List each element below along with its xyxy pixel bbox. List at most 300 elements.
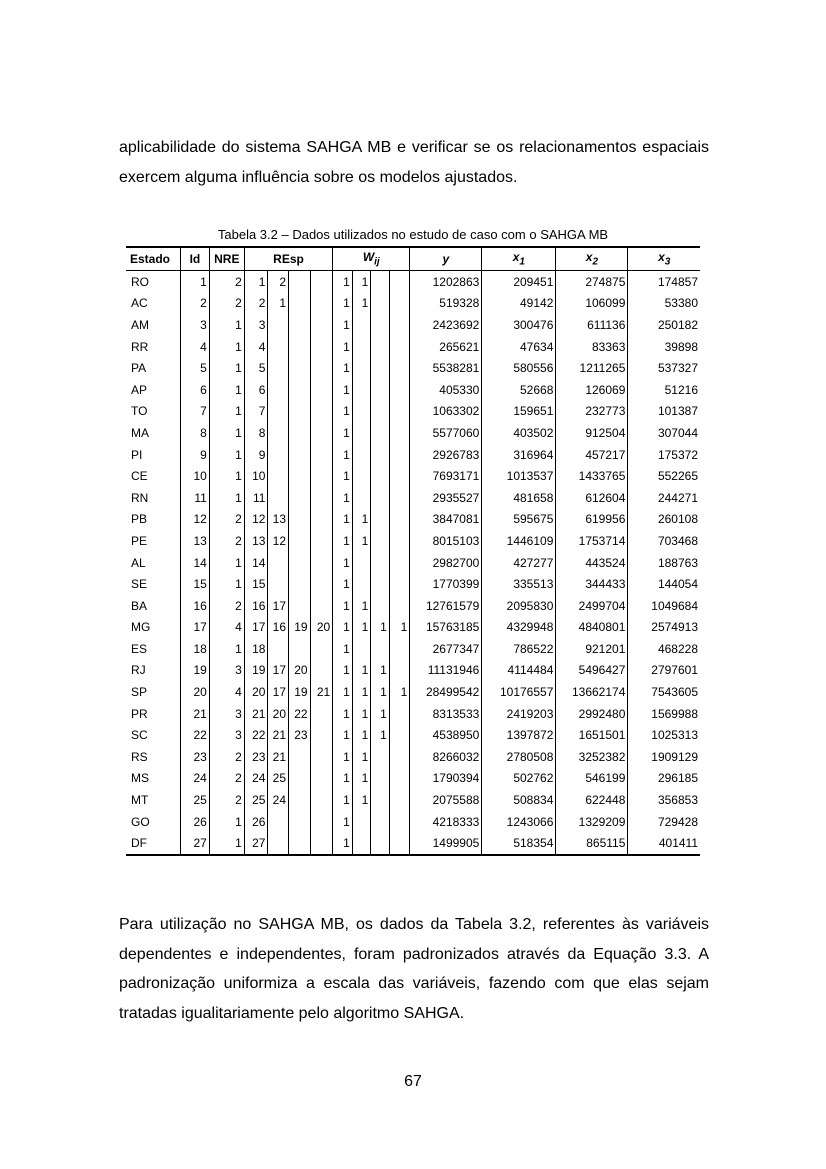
cell-resp-2: 25 xyxy=(268,768,289,790)
cell-resp-1: 12 xyxy=(244,509,268,531)
cell-x2: 4840801 xyxy=(556,617,628,639)
cell-resp-4 xyxy=(310,832,333,855)
cell-nre: 1 xyxy=(209,336,244,358)
table-row xyxy=(126,530,700,552)
cell-wij-4 xyxy=(389,401,410,423)
table-row xyxy=(126,681,700,703)
cell-resp-3 xyxy=(289,379,311,401)
table-row xyxy=(126,314,700,336)
cell-wij-2 xyxy=(352,487,371,509)
cell-nre: 4 xyxy=(209,617,244,639)
cell-x2: 1651501 xyxy=(556,724,628,746)
cell-wij-1: 1 xyxy=(333,638,353,660)
cell-resp-3 xyxy=(289,789,311,811)
cell-state: MT xyxy=(131,793,149,808)
cell-wij-1: 1 xyxy=(333,379,353,401)
cell-resp-1: 7 xyxy=(244,401,268,423)
cell-wij-1: 1 xyxy=(333,336,353,358)
cell-resp-2: 12 xyxy=(268,530,289,552)
cell-resp-2 xyxy=(268,314,289,336)
cell-resp-2: 2 xyxy=(268,271,289,293)
cell-x3: 174857 xyxy=(628,271,700,293)
cell-x1: 10176557 xyxy=(482,681,556,703)
cell-x1: 300476 xyxy=(482,314,556,336)
cell-wij-2 xyxy=(352,573,371,595)
cell-x1: 481658 xyxy=(482,487,556,509)
table-row xyxy=(126,832,700,855)
cell-wij-4 xyxy=(389,357,410,379)
cell-resp-4 xyxy=(310,422,333,444)
cell-y: 1499905 xyxy=(410,832,482,855)
cell-y: 8266032 xyxy=(410,746,482,768)
cell-resp-2: 17 xyxy=(268,681,289,703)
cell-wij-4 xyxy=(389,509,410,531)
cell-x3: 1909129 xyxy=(628,746,700,768)
cell-x2: 457217 xyxy=(556,444,628,466)
cell-resp-3 xyxy=(289,811,311,833)
cell-resp-4 xyxy=(310,724,333,746)
cell-wij-3 xyxy=(371,487,390,509)
header-wij: $W_{ij}$ xyxy=(333,247,410,271)
cell-state: RO xyxy=(131,274,149,289)
cell-wij-3 xyxy=(371,509,390,531)
cell-state: MS xyxy=(131,771,149,786)
cell-wij-4 xyxy=(389,422,410,444)
cell-state: AM xyxy=(131,317,149,332)
cell-resp-1: 22 xyxy=(244,724,268,746)
cell-x3: 401411 xyxy=(628,832,700,855)
cell-x3: 1569988 xyxy=(628,703,700,725)
table-row xyxy=(126,595,700,617)
cell-wij-2 xyxy=(352,379,371,401)
cell-y: 12761579 xyxy=(410,595,482,617)
cell-resp-1: 9 xyxy=(244,444,268,466)
cell-resp-2 xyxy=(268,336,289,358)
cell-nre: 1 xyxy=(209,444,244,466)
table-row xyxy=(126,703,700,725)
cell-state: PI xyxy=(131,447,143,462)
cell-x3: 244271 xyxy=(628,487,700,509)
cell-y: 2423692 xyxy=(410,314,482,336)
cell-resp-1: 27 xyxy=(244,832,268,855)
cell-id: 22 xyxy=(181,724,210,746)
cell-x1: 4329948 xyxy=(482,617,556,639)
cell-wij-3 xyxy=(371,336,390,358)
cell-resp-3: 19 xyxy=(289,681,311,703)
cell-resp-1: 23 xyxy=(244,746,268,768)
cell-resp-3 xyxy=(289,444,311,466)
cell-wij-4 xyxy=(389,336,410,358)
cell-wij-3: 1 xyxy=(371,660,390,682)
cell-id: 21 xyxy=(181,703,210,725)
cell-id: 24 xyxy=(181,768,210,790)
cell-resp-2: 13 xyxy=(268,509,289,531)
cell-x1: 316964 xyxy=(482,444,556,466)
cell-x2: 912504 xyxy=(556,422,628,444)
cell-wij-1: 1 xyxy=(333,617,353,639)
cell-resp-4 xyxy=(310,530,333,552)
cell-wij-3 xyxy=(371,638,390,660)
cell-wij-1: 1 xyxy=(333,465,353,487)
cell-wij-4 xyxy=(389,379,410,401)
cell-wij-4 xyxy=(389,271,410,293)
cell-id: 20 xyxy=(181,681,210,703)
cell-wij-1: 1 xyxy=(333,357,353,379)
cell-wij-3 xyxy=(371,293,390,315)
table-row xyxy=(126,724,700,746)
cell-resp-3 xyxy=(289,638,311,660)
cell-x2: 921201 xyxy=(556,638,628,660)
cell-resp-4 xyxy=(310,293,333,315)
cell-x2: 5496427 xyxy=(556,660,628,682)
cell-wij-2: 1 xyxy=(352,746,371,768)
cell-x1: 335513 xyxy=(482,573,556,595)
cell-state: PB xyxy=(131,512,148,527)
cell-state: SC xyxy=(131,728,148,743)
cell-nre: 1 xyxy=(209,573,244,595)
cell-wij-1: 1 xyxy=(333,530,353,552)
cell-resp-1: 24 xyxy=(244,768,268,790)
cell-wij-3: 1 xyxy=(371,724,390,746)
table-row xyxy=(126,379,700,401)
cell-resp-4: 21 xyxy=(310,681,333,703)
header-estado: Estado xyxy=(126,247,181,271)
cell-resp-2: 20 xyxy=(268,703,289,725)
cell-x2: 612604 xyxy=(556,487,628,509)
cell-y: 3847081 xyxy=(410,509,482,531)
cell-state: PR xyxy=(131,706,148,721)
cell-wij-1: 1 xyxy=(333,768,353,790)
cell-resp-3 xyxy=(289,271,311,293)
cell-x1: 52668 xyxy=(482,379,556,401)
cell-id: 25 xyxy=(181,789,210,811)
cell-nre: 1 xyxy=(209,422,244,444)
cell-x1: 1397872 xyxy=(482,724,556,746)
cell-x2: 1433765 xyxy=(556,465,628,487)
cell-state: RN xyxy=(131,490,149,505)
cell-x3: 307044 xyxy=(628,422,700,444)
cell-nre: 2 xyxy=(209,746,244,768)
cell-id: 26 xyxy=(181,811,210,833)
cell-x2: 1211265 xyxy=(556,357,628,379)
cell-state: TO xyxy=(131,404,148,419)
header-x3: $x_3$ xyxy=(628,247,700,271)
cell-nre: 2 xyxy=(209,530,244,552)
cell-resp-4 xyxy=(310,314,333,336)
table-row xyxy=(126,617,700,639)
cell-wij-4 xyxy=(389,789,410,811)
cell-wij-2 xyxy=(352,357,371,379)
cell-x1: 403502 xyxy=(482,422,556,444)
cell-nre: 2 xyxy=(209,293,244,315)
cell-resp-1: 4 xyxy=(244,336,268,358)
cell-wij-1: 1 xyxy=(333,487,353,509)
cell-x2: 1753714 xyxy=(556,530,628,552)
cell-resp-1: 1 xyxy=(244,271,268,293)
cell-y: 5538281 xyxy=(410,357,482,379)
cell-resp-2 xyxy=(268,487,289,509)
cell-wij-4 xyxy=(389,768,410,790)
cell-nre: 3 xyxy=(209,724,244,746)
cell-resp-4 xyxy=(310,509,333,531)
cell-y: 2075588 xyxy=(410,789,482,811)
cell-resp-1: 2 xyxy=(244,293,268,315)
cell-x3: 101387 xyxy=(628,401,700,423)
cell-y: 2982700 xyxy=(410,552,482,574)
cell-resp-2: 21 xyxy=(268,746,289,768)
cell-resp-3 xyxy=(289,336,311,358)
cell-x3: 144054 xyxy=(628,573,700,595)
cell-x1: 2419203 xyxy=(482,703,556,725)
table-header-row xyxy=(126,247,700,271)
after-paragraph: Para utilização no SAHGA MB, os dados da Tabela 3.2, referentes às variáveis dependentes e independentes, foram padronizados através da Equação 3.3. A padronização uniformiza a escala das variáveis, fazendo com que elas sejam tratadas igualitariamente pelo algoritmo SAHGA. xyxy=(119,916,709,1022)
table-row xyxy=(126,573,700,595)
cell-wij-2: 1 xyxy=(352,595,371,617)
cell-resp-2 xyxy=(268,465,289,487)
cell-resp-1: 21 xyxy=(244,703,268,725)
cell-resp-2 xyxy=(268,552,289,574)
cell-y: 11131946 xyxy=(410,660,482,682)
cell-resp-1: 20 xyxy=(244,681,268,703)
cell-wij-1: 1 xyxy=(333,811,353,833)
cell-nre: 4 xyxy=(209,681,244,703)
cell-wij-4 xyxy=(389,487,410,509)
cell-x2: 622448 xyxy=(556,789,628,811)
cell-x3: 552265 xyxy=(628,465,700,487)
cell-id: 5 xyxy=(181,357,210,379)
cell-y: 4538950 xyxy=(410,724,482,746)
cell-resp-2 xyxy=(268,357,289,379)
cell-resp-3: 23 xyxy=(289,724,311,746)
cell-wij-3 xyxy=(371,530,390,552)
cell-x3: 1049684 xyxy=(628,595,700,617)
cell-x3: 537327 xyxy=(628,357,700,379)
table-row xyxy=(126,336,700,358)
cell-x3: 468228 xyxy=(628,638,700,660)
cell-wij-2 xyxy=(352,401,371,423)
cell-x3: 1025313 xyxy=(628,724,700,746)
cell-wij-2 xyxy=(352,811,371,833)
cell-state: ES xyxy=(131,641,148,656)
cell-x2: 611136 xyxy=(556,314,628,336)
table-row xyxy=(126,422,700,444)
cell-nre: 1 xyxy=(209,487,244,509)
cell-y: 1202863 xyxy=(410,271,482,293)
cell-wij-1: 1 xyxy=(333,789,353,811)
cell-state: SP xyxy=(131,685,148,700)
cell-x3: 188763 xyxy=(628,552,700,574)
cell-x3: 7543605 xyxy=(628,681,700,703)
cell-x2: 106099 xyxy=(556,293,628,315)
cell-id: 8 xyxy=(181,422,210,444)
cell-state: MG xyxy=(131,620,151,635)
cell-resp-1: 5 xyxy=(244,357,268,379)
cell-resp-4 xyxy=(310,703,333,725)
cell-state: SE xyxy=(131,577,148,592)
cell-resp-4 xyxy=(310,444,333,466)
cell-state: AP xyxy=(131,382,148,397)
cell-resp-3 xyxy=(289,401,311,423)
cell-wij-1: 1 xyxy=(333,444,353,466)
cell-resp-4 xyxy=(310,357,333,379)
cell-wij-4 xyxy=(389,638,410,660)
cell-x3: 2574913 xyxy=(628,617,700,639)
cell-id: 27 xyxy=(181,832,210,855)
cell-resp-1: 14 xyxy=(244,552,268,574)
cell-resp-4 xyxy=(310,768,333,790)
cell-x2: 83363 xyxy=(556,336,628,358)
cell-nre: 1 xyxy=(209,379,244,401)
cell-wij-2: 1 xyxy=(352,724,371,746)
cell-wij-2: 1 xyxy=(352,617,371,639)
cell-x2: 274875 xyxy=(556,271,628,293)
cell-wij-1: 1 xyxy=(333,401,353,423)
cell-resp-2: 24 xyxy=(268,789,289,811)
cell-y: 519328 xyxy=(410,293,482,315)
cell-x3: 356853 xyxy=(628,789,700,811)
cell-wij-1: 1 xyxy=(333,724,353,746)
table-row xyxy=(126,293,700,315)
cell-x1: 508834 xyxy=(482,789,556,811)
cell-resp-4: 20 xyxy=(310,617,333,639)
cell-y: 265621 xyxy=(410,336,482,358)
cell-x2: 865115 xyxy=(556,832,628,855)
table-caption: Tabela 3.2 – Dados utilizados no estudo de caso com o SAHGA MB xyxy=(217,227,609,242)
cell-resp-4 xyxy=(310,487,333,509)
table-row xyxy=(126,401,700,423)
cell-nre: 3 xyxy=(209,660,244,682)
table-row xyxy=(126,746,700,768)
cell-wij-2: 1 xyxy=(352,681,371,703)
cell-state: RR xyxy=(131,339,149,354)
cell-wij-2 xyxy=(352,465,371,487)
cell-resp-2 xyxy=(268,832,289,855)
cell-resp-1: 16 xyxy=(244,595,268,617)
cell-id: 12 xyxy=(181,509,210,531)
cell-wij-3 xyxy=(371,314,390,336)
cell-id: 19 xyxy=(181,660,210,682)
cell-nre: 1 xyxy=(209,638,244,660)
table-row xyxy=(126,444,700,466)
cell-resp-3 xyxy=(289,509,311,531)
cell-wij-3 xyxy=(371,811,390,833)
cell-x1: 595675 xyxy=(482,509,556,531)
cell-x3: 260108 xyxy=(628,509,700,531)
cell-y: 405330 xyxy=(410,379,482,401)
cell-x3: 175372 xyxy=(628,444,700,466)
cell-wij-4 xyxy=(389,573,410,595)
cell-x1: 502762 xyxy=(482,768,556,790)
cell-wij-3 xyxy=(371,552,390,574)
cell-resp-3 xyxy=(289,487,311,509)
cell-y: 2926783 xyxy=(410,444,482,466)
cell-wij-3 xyxy=(371,789,390,811)
cell-nre: 1 xyxy=(209,552,244,574)
cell-resp-1: 26 xyxy=(244,811,268,833)
cell-wij-1: 1 xyxy=(333,681,353,703)
cell-resp-3 xyxy=(289,552,311,574)
cell-x2: 2499704 xyxy=(556,595,628,617)
cell-wij-1: 1 xyxy=(333,832,353,855)
cell-wij-4 xyxy=(389,832,410,855)
cell-wij-3: 1 xyxy=(371,703,390,725)
cell-id: 13 xyxy=(181,530,210,552)
cell-wij-4: 1 xyxy=(389,617,410,639)
cell-y: 4218333 xyxy=(410,811,482,833)
cell-wij-4 xyxy=(389,314,410,336)
cell-y: 2935527 xyxy=(410,487,482,509)
cell-x1: 209451 xyxy=(482,271,556,293)
table-row xyxy=(126,552,700,574)
cell-resp-4 xyxy=(310,465,333,487)
cell-nre: 1 xyxy=(209,357,244,379)
cell-id: 10 xyxy=(181,465,210,487)
cell-resp-2 xyxy=(268,379,289,401)
cell-wij-1: 1 xyxy=(333,595,353,617)
cell-x3: 51216 xyxy=(628,379,700,401)
cell-wij-4 xyxy=(389,724,410,746)
cell-wij-1: 1 xyxy=(333,703,353,725)
cell-wij-2: 1 xyxy=(352,768,371,790)
cell-x1: 427277 xyxy=(482,552,556,574)
table-row xyxy=(126,660,700,682)
cell-x2: 13662174 xyxy=(556,681,628,703)
data-table xyxy=(126,246,700,856)
table-row xyxy=(126,357,700,379)
cell-y: 7693171 xyxy=(410,465,482,487)
cell-id: 17 xyxy=(181,617,210,639)
cell-id: 1 xyxy=(181,271,210,293)
cell-x1: 159651 xyxy=(482,401,556,423)
cell-resp-2 xyxy=(268,638,289,660)
cell-id: 4 xyxy=(181,336,210,358)
cell-wij-4 xyxy=(389,444,410,466)
cell-y: 5577060 xyxy=(410,422,482,444)
cell-y: 1063302 xyxy=(410,401,482,423)
cell-resp-4 xyxy=(310,811,333,833)
cell-nre: 1 xyxy=(209,465,244,487)
cell-id: 18 xyxy=(181,638,210,660)
cell-x2: 126069 xyxy=(556,379,628,401)
cell-wij-3: 1 xyxy=(371,681,390,703)
cell-id: 7 xyxy=(181,401,210,423)
cell-state: MA xyxy=(131,425,149,440)
cell-state: GO xyxy=(131,814,150,829)
cell-wij-4 xyxy=(389,465,410,487)
cell-wij-1: 1 xyxy=(333,293,353,315)
cell-x1: 2095830 xyxy=(482,595,556,617)
cell-x1: 1446109 xyxy=(482,530,556,552)
cell-nre: 2 xyxy=(209,509,244,531)
cell-nre: 1 xyxy=(209,314,244,336)
cell-x2: 1329209 xyxy=(556,811,628,833)
cell-nre: 1 xyxy=(209,401,244,423)
cell-x1: 47634 xyxy=(482,336,556,358)
cell-resp-3 xyxy=(289,595,311,617)
cell-wij-3 xyxy=(371,595,390,617)
cell-resp-2: 21 xyxy=(268,724,289,746)
cell-x2: 443524 xyxy=(556,552,628,574)
cell-wij-2 xyxy=(352,336,371,358)
table-row xyxy=(126,768,700,790)
cell-resp-1: 10 xyxy=(244,465,268,487)
cell-x1: 1013537 xyxy=(482,465,556,487)
cell-x2: 2992480 xyxy=(556,703,628,725)
cell-wij-2 xyxy=(352,552,371,574)
header-resp: REsp xyxy=(244,247,332,271)
cell-nre: 2 xyxy=(209,595,244,617)
cell-y: 1790394 xyxy=(410,768,482,790)
